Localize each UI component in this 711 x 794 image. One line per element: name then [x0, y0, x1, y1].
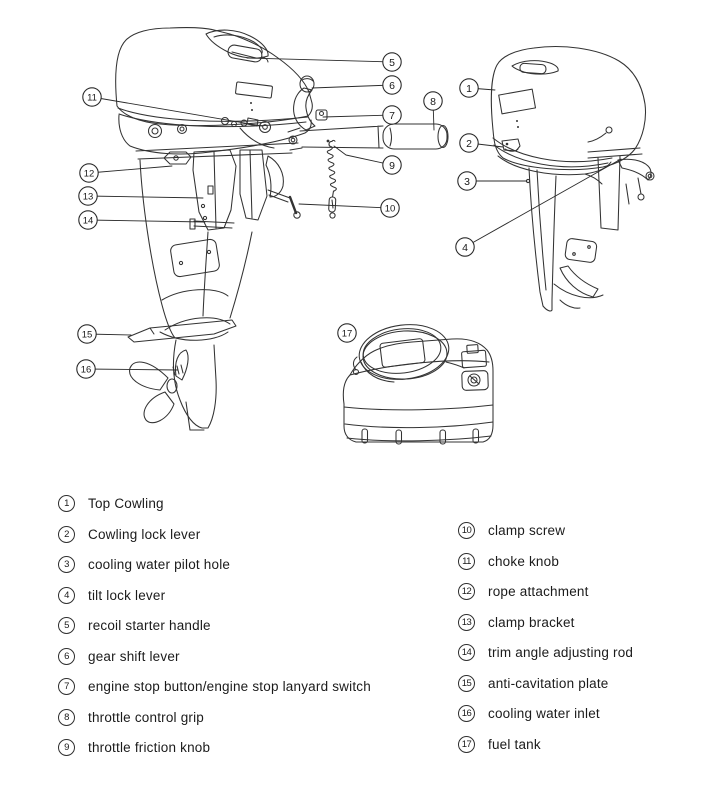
legend-item: [458, 553, 633, 570]
callout-number: 11: [87, 92, 97, 104]
drawing-stroke: [302, 79, 313, 81]
drawing-stroke: [473, 429, 479, 443]
drawing-stroke: [130, 362, 168, 390]
drawing-stroke: [512, 61, 558, 75]
drawing-stroke: [362, 429, 368, 443]
legend-item: [458, 614, 633, 631]
drawing-stroke: [203, 216, 206, 219]
legend-item: [58, 556, 371, 573]
legend-item: [458, 522, 633, 539]
legend-item: [58, 678, 371, 695]
item-label: choke knob: [488, 553, 560, 569]
model-badge: [235, 82, 272, 98]
legend-item: [458, 583, 633, 600]
item-label: rope attachment: [488, 584, 589, 599]
item-label: anti-cavitation plate: [488, 675, 609, 691]
item-label: cooling water pilot hole: [88, 557, 231, 572]
item-label: fuel tank: [488, 736, 541, 752]
drawing-stroke: [588, 133, 606, 142]
callout-number: 14: [82, 215, 94, 227]
skeg: [186, 402, 204, 430]
legend-item: [458, 705, 633, 722]
drawing-stroke: [560, 266, 598, 297]
item-number-badge: 16: [458, 705, 475, 722]
drawing-stroke: [537, 170, 546, 290]
callout-leader-line: [89, 166, 172, 173]
item-label: gear shift lever: [88, 648, 180, 664]
item-label: engine stop button/engine stop lanyard switch: [88, 679, 371, 694]
drawing-stroke: [638, 194, 644, 200]
top-cowling: [116, 28, 313, 126]
item-number-badge: 6: [58, 648, 75, 665]
callout-number: 16: [80, 364, 92, 376]
item-number-badge: 10: [458, 522, 475, 539]
drawing-stroke: [206, 30, 268, 58]
drawing-stroke: [251, 109, 253, 111]
drawing-stroke: [333, 191, 334, 197]
drawing-stroke: [118, 108, 308, 121]
drawing-stroke: [152, 128, 158, 134]
drawing-stroke: [250, 102, 252, 104]
drawing-stroke: [493, 138, 612, 162]
callout-number: 4: [462, 241, 468, 254]
item-label: trim angle adjusting rod: [488, 645, 634, 660]
drawing-stroke: [170, 239, 220, 278]
drawing-stroke: [467, 345, 479, 354]
drawing-stroke: [180, 127, 184, 131]
fuel-line-coil: [353, 320, 464, 385]
callout-leader-line: [86, 369, 178, 370]
callout-leader-line: [465, 159, 621, 247]
drawing-stroke: [214, 152, 216, 228]
item-label: recoil starter handle: [88, 618, 211, 633]
drawing-stroke: [390, 128, 392, 146]
drawing-stroke: [208, 186, 213, 194]
item-number-badge: 9: [58, 739, 75, 756]
callout-number: 6: [389, 79, 395, 92]
callout-number: 3: [464, 175, 470, 188]
right-motor-drawing: [491, 47, 654, 311]
drawing-stroke: [588, 148, 642, 158]
callout-number: 7: [389, 109, 395, 122]
fuel-connector: [461, 345, 488, 391]
item-number-badge: 4: [58, 587, 75, 604]
drawing-stroke: [250, 150, 252, 218]
item-label: throttle control grip: [88, 709, 205, 725]
drawing-stroke: [290, 197, 296, 213]
callout-leader-line: [299, 204, 390, 208]
callout-number: 9: [389, 159, 395, 172]
item-number-badge: 14: [458, 644, 475, 661]
drawing-stroke: [626, 184, 629, 204]
legend-item: [58, 495, 371, 512]
item-label: throttle friction knob: [88, 740, 211, 755]
callout-number: 17: [341, 328, 353, 340]
drawing-stroke: [332, 200, 333, 208]
drawing-stroke: [175, 350, 188, 380]
drawing-stroke: [291, 138, 295, 142]
item-number-badge: 5: [58, 617, 75, 634]
drawing-stroke: [517, 126, 519, 128]
drawing-stroke: [344, 405, 493, 410]
drawing-stroke: [150, 328, 154, 334]
drawing-stroke: [203, 232, 208, 316]
drawing-stroke: [149, 125, 162, 138]
callout-leader-line: [88, 196, 203, 198]
callout-leader-line: [312, 85, 392, 88]
drawing-stroke: [201, 204, 204, 207]
item-label: Cowling lock lever: [88, 526, 201, 542]
throttle-control-grip: [383, 124, 447, 149]
legend-item: [58, 739, 371, 756]
drawing-stroke: [506, 143, 509, 146]
callout-leader-line: [92, 97, 262, 126]
drawing-stroke: [329, 140, 335, 146]
drawing-stroke: [516, 120, 518, 122]
callout-number: 8: [430, 95, 436, 108]
choke-knob: [260, 122, 271, 133]
fuel-tank-drawing: [343, 320, 493, 444]
drawing-stroke: [638, 178, 641, 194]
driveshaft-housing: [140, 160, 175, 338]
drawing-stroke: [144, 392, 174, 423]
item-label: clamp screw: [488, 523, 566, 538]
item-number-badge: 13: [458, 614, 475, 631]
callout-number: 13: [82, 191, 94, 203]
item-label: cooling water inlet: [488, 706, 600, 721]
drawing-stroke: [560, 300, 580, 308]
item-number-badge: 11: [458, 553, 475, 570]
legend-item: [458, 736, 633, 753]
drawing-stroke: [347, 436, 491, 441]
callout-leader-line: [247, 58, 392, 62]
legend-column-left: [58, 495, 371, 770]
callout-number: 5: [389, 56, 395, 69]
callout-number: 12: [83, 168, 95, 180]
engine-stop-lanyard: [327, 146, 336, 191]
callout-number: 10: [384, 203, 396, 215]
drawing-stroke: [588, 246, 591, 249]
callout-number: 2: [466, 137, 472, 150]
drawing-stroke: [266, 156, 283, 197]
drawing-stroke: [207, 250, 210, 253]
drawing-stroke: [499, 89, 536, 114]
anti-cavitation-plate: [128, 320, 236, 342]
legend-item: [458, 675, 633, 692]
item-number-badge: 17: [458, 736, 475, 753]
propeller: [130, 350, 189, 423]
item-number-badge: 3: [58, 556, 75, 573]
item-number-badge: 1: [58, 495, 75, 512]
drawing-stroke: [565, 238, 598, 263]
item-number-badge: 8: [58, 709, 75, 726]
item-number-badge: 12: [458, 583, 475, 600]
legend-item: [58, 526, 371, 543]
drawing-stroke: [330, 213, 335, 218]
drawing-stroke: [573, 253, 576, 256]
callout-number: 1: [466, 82, 472, 95]
drawing-stroke: [606, 127, 612, 133]
legend-column-right: [458, 522, 633, 766]
drawing-stroke: [446, 362, 464, 368]
drawing-stroke: [162, 290, 228, 300]
drawing-stroke: [320, 112, 324, 116]
item-number-badge: 2: [58, 526, 75, 543]
drawing-stroke: [327, 140, 330, 143]
item-number-badge: 15: [458, 675, 475, 692]
legend-item: [458, 644, 633, 661]
tiller-handle: [300, 126, 383, 148]
drawing-stroke: [543, 306, 552, 311]
item-label: clamp bracket: [488, 614, 575, 630]
callout-leader-line: [323, 115, 392, 117]
item-label: Top Cowling: [88, 496, 164, 511]
item-label: tilt lock lever: [88, 587, 166, 603]
drawing-stroke: [240, 150, 267, 220]
drawing-stroke: [345, 422, 493, 428]
drawing-stroke: [520, 63, 547, 74]
legend-item: [58, 587, 371, 604]
callout-number: 15: [81, 329, 93, 341]
legend-item: [58, 617, 371, 634]
legend-item: [58, 648, 371, 665]
legend-item: [58, 709, 371, 726]
drawing-stroke: [230, 232, 252, 318]
drawing-stroke: [179, 261, 182, 264]
item-number-badge: 7: [58, 678, 75, 695]
